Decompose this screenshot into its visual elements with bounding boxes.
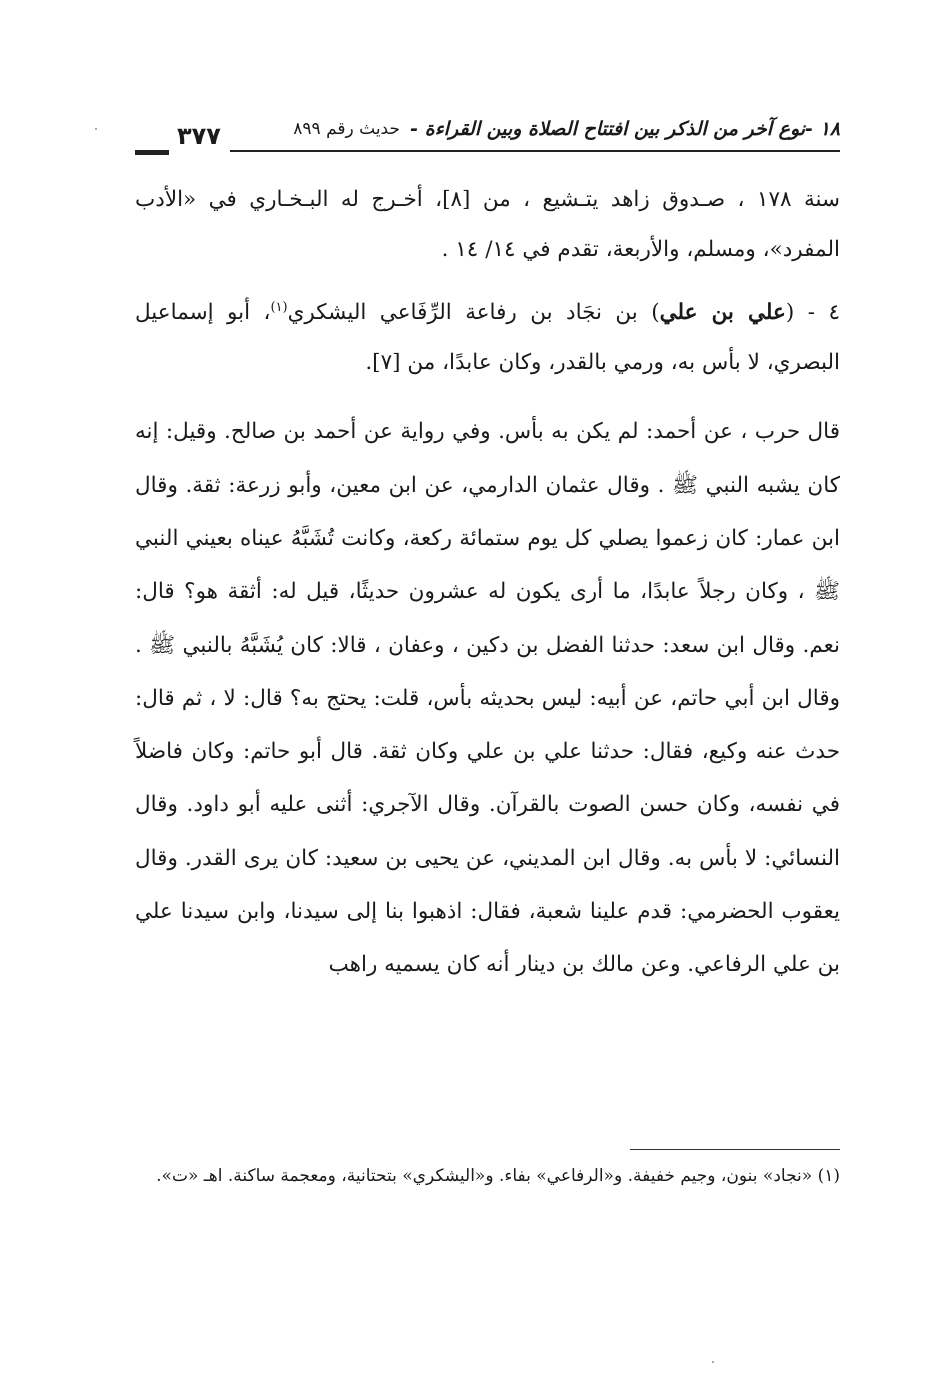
chapter-title: ١٨ -نوع آخر من الذكر بين افتتاح الصلاة وبين القراءة -	[410, 118, 840, 140]
entry-number: ٤ - (	[785, 300, 840, 326]
header-rule	[230, 150, 840, 152]
scan-speck	[95, 128, 97, 130]
page-number: ٣٧٧	[177, 122, 221, 150]
paragraph-previous-narrator: سنة ١٧٨ ، صـدوق زاهد يتـشيع ، من [٨]، أخـرج له البـخـاري في «الأدب المفرد»، ومسلم، والأربعة، تقدم في ١٤/ ١٤ .	[135, 187, 840, 262]
narrator-name: علي بن علي	[659, 300, 786, 326]
narrator-summary: ، أبو إسماعيل البصري، لا بأس به، ورمي بالقدر، وكان عابدًا، من [٧].	[135, 300, 840, 375]
running-header	[135, 112, 840, 156]
footnote-marker: (١)	[270, 300, 288, 316]
footnote-separator	[630, 1149, 840, 1150]
page-body	[135, 175, 840, 992]
narrator-commentary: قال حرب ، عن أحمد: لم يكن به بأس. وفي رواية عن أحمد بن صالح. وقيل: إنه كان يشبه النبي ﷺ . وقال عثمان الدارمي، عن ابن معين، وأبو زرعة: ثقة. وقال ابن عمار: كان زعموا يصلي كل يوم ستمائة ركعة، وكانت تُشَبَّهُ عيناه بعيني النبي ﷺ ، وكان رجلاً عابدًا، ما أرى يكون له عشرون حديثًا، قيل له: أثقة هو؟ قال: نعم. وقال ابن سعد: حدثنا الفضل بن دكين ، وعفان ، قالا: كان يُشَبَّهُ بالنبي ﷺ . وقال ابن أبي حاتم، عن أبيه: ليس بحديثه بأس، قلت: يحتج به؟ قال: لا ، ثم قال: حدث عنه وكيع، فقال: حدثنا علي بن علي وكان ثقة. قال أبو حاتم: وكان فاضلاً في نفسه، وكان حسن الصوت بالقرآن. وقال الآجري: أثنى عليه أبو داود. وقال النسائي: لا بأس به. وقال ابن المديني، عن يحيى بن سعيد: كان يرى القدر. وقال يعقوب الحضرمي: قدم علينا شعبة، فقال: اذهبوا بنا إلى سيدنا، وابن سيدنا علي بن علي الرفاعي. وعن مالك بن دينار أنه كان يسميه راهب	[135, 419, 840, 978]
hadith-reference: حديث رقم ٨٩٩	[293, 119, 400, 139]
narrator-entry	[135, 288, 840, 387]
scan-speck	[712, 1361, 714, 1363]
header-rule-end	[135, 150, 169, 155]
narrator-lineage: ) بن نجَاد بن رفاعة الرِّفَاعي اليشكري	[287, 300, 660, 326]
footnotes	[135, 1158, 840, 1194]
footnote-1: (١) «نجاد» بنون، وجيم خفيفة. و«الرفاعي» بفاء. و«اليشكري» بتحتانية، ومعجمة ساكنة. اهـ «ت».	[156, 1166, 840, 1186]
